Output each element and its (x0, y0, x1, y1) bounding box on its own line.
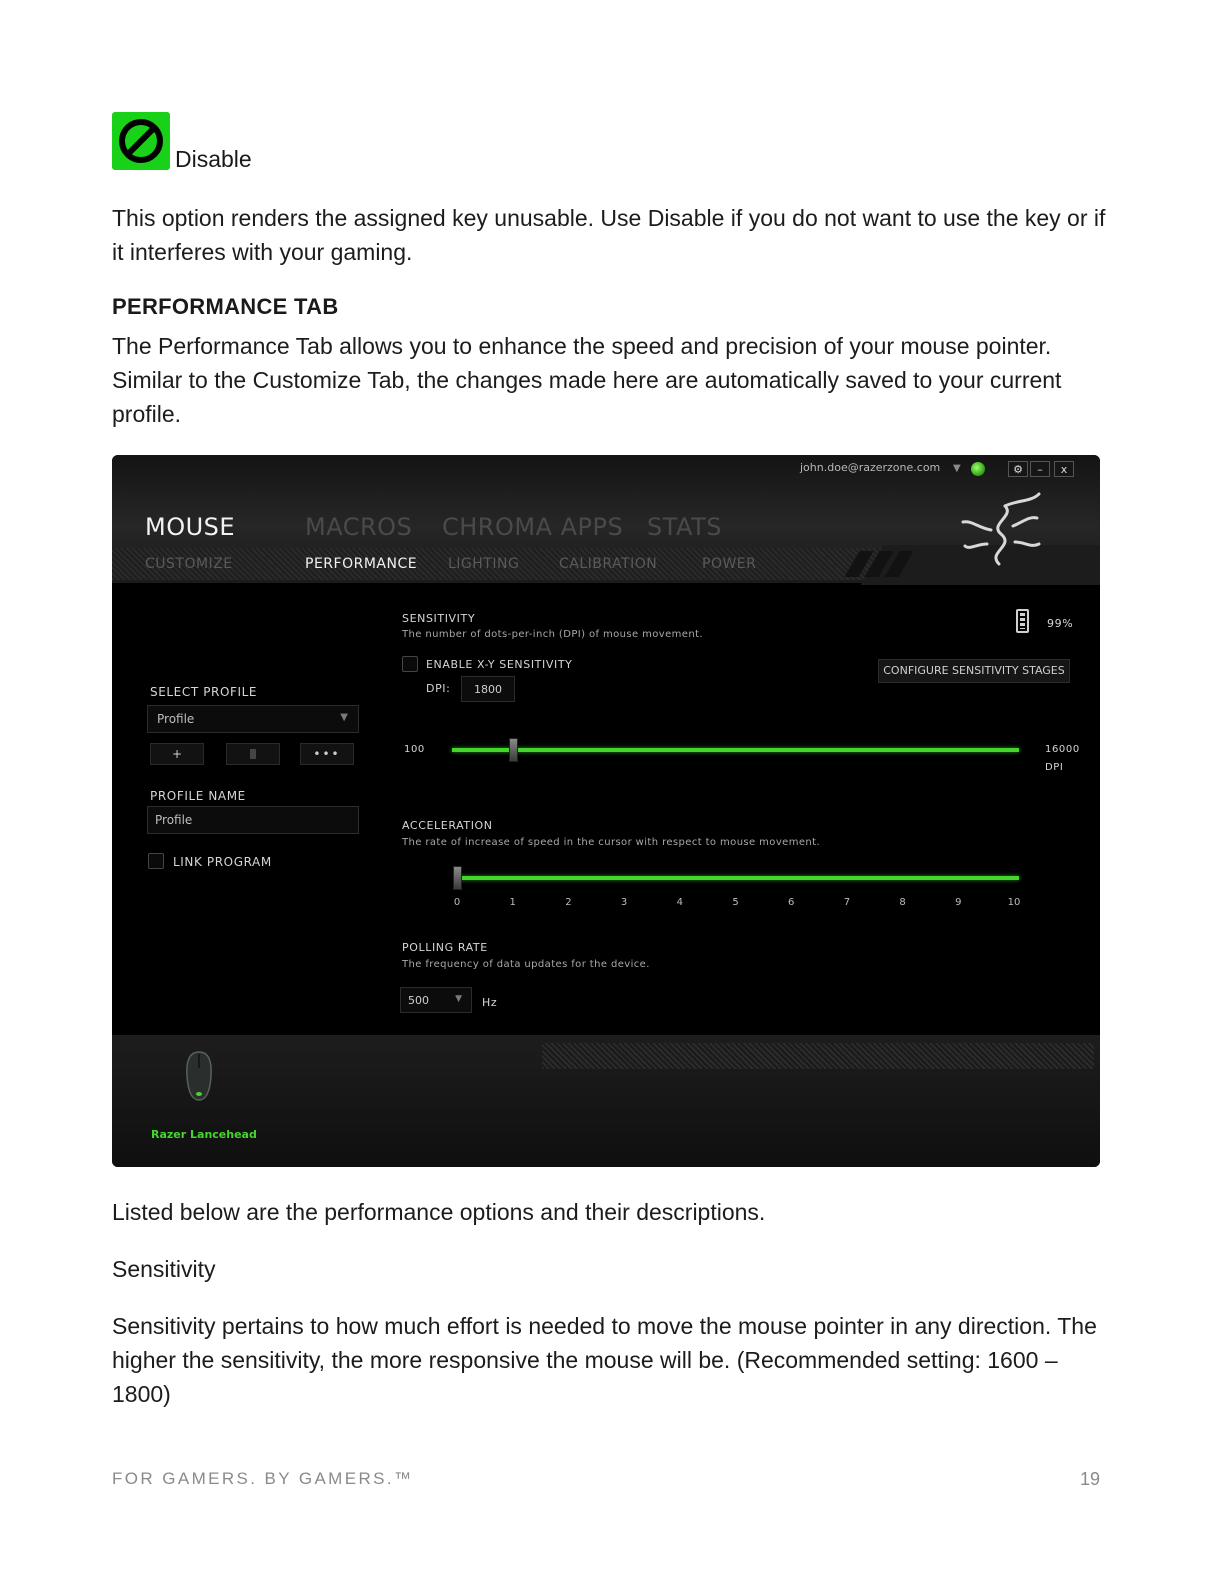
close-button[interactable]: x (1054, 461, 1074, 477)
sensitivity-title: SENSITIVITY (402, 612, 476, 625)
subtab-performance[interactable]: PERFORMANCE (305, 556, 418, 572)
add-profile-button[interactable]: + (150, 743, 204, 765)
sensitivity-heading: Sensitivity (112, 1256, 216, 1282)
tab-macros[interactable]: MACROS (305, 513, 413, 541)
user-email[interactable]: john.doe@razerzone.com (800, 461, 941, 474)
acceleration-tick-label: 3 (620, 897, 628, 908)
dpi-input[interactable] (461, 676, 515, 702)
sensitivity-max-label: 16000 (1045, 744, 1080, 755)
disable-heading: Disable (175, 146, 252, 172)
mouse-device-icon[interactable] (184, 1050, 214, 1102)
chevron-down-icon[interactable]: ▼ (953, 463, 961, 474)
acceleration-ticks (112, 897, 1100, 911)
chevron-down-icon: ▼ (455, 994, 462, 1004)
acceleration-tick-label: 1 (509, 897, 516, 908)
polling-rate-value: 500 (408, 994, 429, 1007)
sensitivity-slider-thumb[interactable] (509, 738, 518, 762)
chevron-down-icon: ▼ (340, 712, 348, 723)
disable-description: This option renders the assigned key unusable. Use Disable if you do not want to use the key or if it interferes with your gaming. (112, 205, 1106, 265)
device-name[interactable]: Razer Lancehead (151, 1128, 257, 1141)
acceleration-tick-label: 8 (899, 897, 906, 908)
device-bar-band (542, 1043, 1094, 1069)
acceleration-tick-label: 5 (732, 897, 739, 908)
profile-name-input[interactable] (147, 806, 359, 834)
select-profile-label: SELECT PROFILE (150, 685, 258, 699)
tab-mouse[interactable]: MOUSE (145, 513, 236, 541)
profile-name-value: Profile (155, 813, 193, 827)
acceleration-tick-label: 6 (788, 897, 795, 908)
configure-sensitivity-button[interactable]: CONFIGURE SENSITIVITY STAGES (878, 659, 1070, 683)
polling-rate-description: The frequency of data updates for the device. (402, 959, 650, 970)
page-number: 19 (1079, 1469, 1100, 1489)
sensitivity-min-label: 100 (404, 744, 425, 755)
acceleration-tick-label: 0 (453, 897, 461, 908)
acceleration-tick-label: 10 (1007, 897, 1021, 908)
acceleration-title: ACCELERATION (402, 819, 493, 832)
tab-chroma-apps[interactable]: CHROMA APPS (442, 513, 624, 541)
status-icon (971, 462, 985, 476)
acceleration-tick-label: 2 (565, 897, 572, 908)
sensitivity-slider-track[interactable] (452, 748, 1019, 752)
acceleration-slider-thumb[interactable] (453, 866, 462, 890)
battery-icon (1016, 609, 1029, 633)
synapse-screenshot (112, 455, 1100, 1167)
profile-name-label: PROFILE NAME (150, 789, 246, 803)
acceleration-tick-label: 4 (676, 897, 683, 908)
battery-percentage: 99% (1047, 617, 1074, 630)
options-intro: Listed below are the performance options and their descriptions. (112, 1199, 766, 1225)
profile-dropdown[interactable] (147, 705, 359, 733)
dpi-value: 1800 (474, 683, 502, 696)
xy-sensitivity-label: ENABLE X-Y SENSITIVITY (426, 658, 573, 671)
acceleration-tick-label: 9 (955, 897, 962, 908)
delete-profile-button[interactable] (226, 743, 280, 765)
dpi-label: DPI: (426, 682, 451, 695)
acceleration-slider-track[interactable] (457, 876, 1019, 880)
sensitivity-paragraph: Sensitivity pertains to how much effort is needed to move the mouse pointer in any direction. The higher the sensitivity, the more responsive the mouse will be. (Recommended setting: 1600 – 1800) (112, 1313, 1097, 1407)
xy-sensitivity-checkbox[interactable] (402, 656, 418, 672)
polling-rate-unit: Hz (482, 996, 498, 1009)
link-program-label: LINK PROGRAM (173, 855, 272, 869)
subtab-power[interactable]: POWER (702, 556, 757, 572)
sensitivity-description: The number of dots-per-inch (DPI) of mouse movement. (402, 629, 703, 640)
sensitivity-unit-label: DPI (1045, 762, 1064, 773)
minimize-button[interactable]: – (1030, 461, 1050, 477)
subtab-calibration[interactable]: CALIBRATION (559, 556, 658, 572)
disable-icon (112, 112, 170, 170)
battery-fill (1020, 613, 1025, 629)
profile-options-button[interactable]: ••• (300, 743, 354, 765)
subtab-lighting[interactable]: LIGHTING (448, 556, 520, 572)
settings-button[interactable]: ⚙ (1008, 461, 1028, 477)
razer-logo (957, 490, 1047, 570)
section-description: The Performance Tab allows you to enhance the speed and precision of your mouse pointer. Similar to the Customize Tab, the changes made here are automatically saved to your current profile. (112, 333, 1062, 427)
acceleration-description: The rate of increase of speed in the cursor with respect to mouse movement. (402, 837, 821, 848)
section-heading: PERFORMANCE TAB (112, 294, 339, 319)
acceleration-tick-label: 7 (843, 897, 851, 908)
subtab-customize[interactable]: CUSTOMIZE (145, 556, 233, 572)
tab-stats[interactable]: STATS (647, 513, 722, 541)
link-program-checkbox[interactable] (148, 853, 164, 869)
trash-icon (250, 749, 256, 759)
footer-slogan: FOR GAMERS. BY GAMERS.™ (112, 1469, 414, 1488)
polling-rate-title: POLLING RATE (402, 941, 488, 954)
polling-rate-dropdown[interactable] (400, 987, 472, 1013)
profile-dropdown-value: Profile (157, 712, 195, 726)
